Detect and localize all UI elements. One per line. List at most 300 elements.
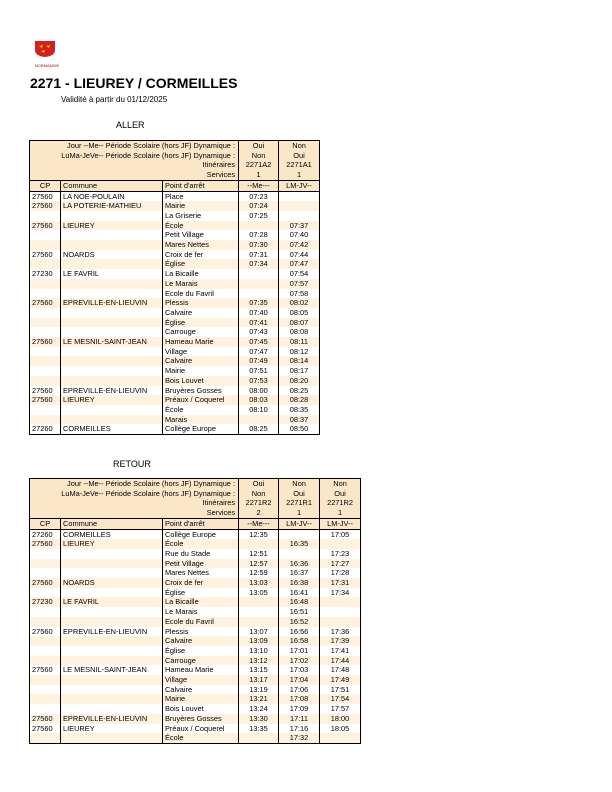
time-cell: 13:09 [239,636,279,646]
table-row [30,415,320,425]
stop-cell: École [163,221,239,231]
column-header: --Me--- [239,180,279,191]
time-cell: 07:58 [279,289,320,299]
header-row-label: Itinéraires [30,160,239,170]
time-cell: 17:03 [279,665,320,675]
time-cell: 17:27 [320,559,361,569]
postal-code-cell: 27560 [30,191,61,201]
stop-cell: Rue du Stade [163,549,239,559]
validity-date: Validité à partir du 01/12/2025 [61,95,168,104]
time-cell: 07:57 [279,279,320,289]
column-header: LM-JV-- [320,518,361,529]
time-cell: 07:23 [239,191,279,201]
column-header: CP [30,180,61,191]
stop-cell: Collège Europe [163,529,239,539]
commune-cell [61,289,163,299]
postal-code-cell [30,318,61,328]
time-cell: 08:37 [279,415,320,425]
stop-cell: Église [163,588,239,598]
table-row [30,221,320,231]
time-cell: 07:43 [239,327,279,337]
time-cell: 16:52 [279,617,320,627]
time-cell: 07:47 [279,259,320,269]
time-cell [320,607,361,617]
time-cell: 17:05 [320,529,361,539]
table-row [30,665,361,675]
stop-cell: Calvaire [163,685,239,695]
time-cell [239,415,279,425]
time-cell: 17:02 [279,656,320,666]
commune-cell: LE FAVRIL [61,597,163,607]
time-cell: 07:28 [239,230,279,240]
stop-cell: Calvaire [163,308,239,318]
commune-cell: EPREVILLE-EN-LIEUVIN [61,386,163,396]
time-cell: 13:07 [239,627,279,637]
stop-cell: Ecole du Favril [163,289,239,299]
stop-cell: Collège Europe [163,424,239,434]
time-cell: 17:39 [320,636,361,646]
time-cell [239,289,279,299]
stop-cell: Marais [163,415,239,425]
time-cell: 08:12 [279,347,320,357]
time-cell: 12:59 [239,568,279,578]
time-cell: 17:36 [320,627,361,637]
table-row [30,259,320,269]
stop-cell: Croix de fer [163,578,239,588]
postal-code-cell: 27230 [30,269,61,279]
table-row [30,318,320,328]
table-row [30,201,320,211]
column-header: Point d'arrêt [163,518,239,529]
time-cell: 08:14 [279,356,320,366]
time-cell: 17:23 [320,549,361,559]
postal-code-cell [30,559,61,569]
table-row [30,578,361,588]
time-cell: 13:03 [239,578,279,588]
stop-cell: Village [163,347,239,357]
time-cell: 08:35 [279,405,320,415]
header-row-value: Oui [320,489,361,499]
table-row [30,211,320,221]
stop-cell: Église [163,646,239,656]
commune-cell [61,240,163,250]
time-cell [279,549,320,559]
time-cell [239,269,279,279]
stop-cell: Plessis [163,627,239,637]
stop-cell: Carrouge [163,327,239,337]
commune-cell [61,318,163,328]
postal-code-cell [30,607,61,617]
time-cell: 13:24 [239,704,279,714]
header-row-value: Oui [239,479,279,489]
commune-cell [61,675,163,685]
stop-cell: Église [163,259,239,269]
header-row-value: 2271A2 [239,160,279,170]
stop-cell: Croix de fer [163,250,239,260]
time-cell: 08:17 [279,366,320,376]
commune-cell: EPREVILLE-EN-LIEUVIN [61,298,163,308]
postal-code-cell [30,259,61,269]
time-cell: 07:37 [279,221,320,231]
header-row-value: Non [279,479,320,489]
time-cell [320,733,361,743]
stop-cell: Bruyères Gosses [163,714,239,724]
stop-cell: Plessis [163,298,239,308]
time-cell: 13:15 [239,665,279,675]
time-cell: 16:36 [279,559,320,569]
postal-code-cell: 27560 [30,539,61,549]
commune-cell: LE MESNIL-SAINT-JEAN [61,665,163,675]
time-cell: 13:35 [239,724,279,734]
table-row [30,529,361,539]
table-row [30,694,361,704]
column-header: LM-JV-- [279,518,320,529]
table-row [30,607,361,617]
table-row [30,191,320,201]
postal-code-cell: 27560 [30,298,61,308]
timetable-header-row [30,151,320,161]
header-row-value: 1 [239,170,279,180]
commune-cell [61,607,163,617]
time-cell: 13:12 [239,656,279,666]
postal-code-cell: 27560 [30,714,61,724]
stop-cell: Ecole du Favril [163,617,239,627]
time-cell: 16:48 [279,597,320,607]
postal-code-cell: 27560 [30,395,61,405]
time-cell: 07:42 [279,240,320,250]
postal-code-cell [30,588,61,598]
table-row [30,636,361,646]
postal-code-cell: 27560 [30,627,61,637]
postal-code-cell: 27560 [30,337,61,347]
table-row [30,289,320,299]
header-row-label: Services [30,508,239,518]
postal-code-cell: 27560 [30,665,61,675]
time-cell: 16:35 [279,539,320,549]
postal-code-cell: 27560 [30,250,61,260]
header-row-label: Itinéraires [30,498,239,508]
table-row [30,675,361,685]
stop-cell: Petit Village [163,230,239,240]
time-cell: 17:41 [320,646,361,656]
postal-code-cell: 27560 [30,201,61,211]
commune-cell [61,356,163,366]
header-row-value: Non [239,489,279,499]
retour-timetable [29,478,361,744]
time-cell [279,211,320,221]
time-cell: 08:02 [279,298,320,308]
table-row [30,568,361,578]
commune-cell [61,549,163,559]
table-row [30,685,361,695]
time-cell: 07:31 [239,250,279,260]
time-cell: 16:58 [279,636,320,646]
postal-code-cell: 27560 [30,221,61,231]
stop-cell: Préaux / Coquerel [163,724,239,734]
stop-cell: Hameau Marie [163,665,239,675]
table-row [30,250,320,260]
time-cell: 08:07 [279,318,320,328]
header-row-value: 1 [320,508,361,518]
timetable-header-row [30,508,361,518]
time-cell: 08:28 [279,395,320,405]
header-row-label: Jour --Me-- Période Scolaire (hors JF) Dynamique : [30,479,239,489]
header-row-value: 2271R2 [239,498,279,508]
table-row [30,597,361,607]
table-row [30,230,320,240]
time-cell: 17:49 [320,675,361,685]
column-header: LM-JV-- [279,180,320,191]
stop-cell: Hameau Marie [163,337,239,347]
table-row [30,240,320,250]
commune-cell: LE FAVRIL [61,269,163,279]
stop-cell: Bruyères Gosses [163,386,239,396]
header-row-value: 1 [279,508,320,518]
time-cell: 08:25 [239,424,279,434]
time-cell [279,529,320,539]
stop-cell: Bois Louvet [163,376,239,386]
commune-cell [61,259,163,269]
time-cell: 17:08 [279,694,320,704]
time-cell: 08:20 [279,376,320,386]
commune-cell: CORMEILLES [61,424,163,434]
stop-cell: Calvaire [163,636,239,646]
header-row-label: Services [30,170,239,180]
time-cell: 13:17 [239,675,279,685]
postal-code-cell: 27560 [30,578,61,588]
postal-code-cell [30,289,61,299]
time-cell: 16:38 [279,578,320,588]
commune-cell: LIEUREY [61,539,163,549]
stop-cell: Le Marais [163,607,239,617]
header-row-value: Non [279,141,320,151]
postal-code-cell: 27560 [30,386,61,396]
time-cell: 18:00 [320,714,361,724]
stop-cell: Bois Louvet [163,704,239,714]
header-row-value: Non [320,479,361,489]
column-header: CP [30,518,61,529]
time-cell: 08:50 [279,424,320,434]
time-cell: 12:57 [239,559,279,569]
header-row-label: Jour --Me-- Période Scolaire (hors JF) Dynamique : [30,141,239,151]
postal-code-cell [30,327,61,337]
table-row [30,424,320,434]
postal-code-cell [30,636,61,646]
commune-cell: LA NOE-POULAIN [61,191,163,201]
timetable-column-header [30,518,361,529]
column-header: Commune [61,518,163,529]
table-row [30,559,361,569]
postal-code-cell [30,617,61,627]
time-cell: 17:06 [279,685,320,695]
commune-cell [61,685,163,695]
table-row [30,366,320,376]
commune-cell: NOARDS [61,578,163,588]
commune-cell [61,376,163,386]
commune-cell: LA POTERIE-MATHIEU [61,201,163,211]
timetable-header-row [30,141,320,151]
commune-cell [61,347,163,357]
commune-cell: NOARDS [61,250,163,260]
postal-code-cell [30,549,61,559]
time-cell: 07:47 [239,347,279,357]
normandy-flag-icon [34,40,56,58]
commune-cell [61,588,163,598]
time-cell: 17:48 [320,665,361,675]
logo-text: NORMANDIE [34,63,60,68]
commune-cell [61,308,163,318]
table-row [30,539,361,549]
time-cell [320,597,361,607]
header-row-label: LuMa-JeVe-- Période Scolaire (hors JF) Dynamique : [30,151,239,161]
commune-cell [61,559,163,569]
time-cell: 07:40 [279,230,320,240]
table-row [30,549,361,559]
commune-cell [61,366,163,376]
table-row [30,733,361,743]
timetable-header-row [30,170,320,180]
commune-cell [61,230,163,240]
commune-cell [61,733,163,743]
timetable-header-row [30,160,320,170]
header-row-value: Oui [279,489,320,499]
commune-cell [61,636,163,646]
table-row [30,656,361,666]
stop-cell: Mairie [163,694,239,704]
header-row-value: 1 [279,170,320,180]
header-row-value: 2271R2 [320,498,361,508]
time-cell: 17:54 [320,694,361,704]
retour-heading: RETOUR [113,459,151,469]
commune-cell: LE MESNIL-SAINT-JEAN [61,337,163,347]
table-row [30,724,361,734]
time-cell: 13:05 [239,588,279,598]
time-cell: 07:54 [279,269,320,279]
commune-cell: LIEUREY [61,395,163,405]
table-row [30,627,361,637]
stop-cell: École [163,539,239,549]
time-cell: 16:41 [279,588,320,598]
commune-cell: CORMEILLES [61,529,163,539]
time-cell [239,221,279,231]
time-cell: 17:57 [320,704,361,714]
postal-code-cell [30,279,61,289]
time-cell: 17:44 [320,656,361,666]
stop-cell: Mairie [163,201,239,211]
table-row [30,269,320,279]
postal-code-cell [30,685,61,695]
time-cell: 17:34 [320,588,361,598]
time-cell: 07:40 [239,308,279,318]
time-cell [279,191,320,201]
postal-code-cell [30,694,61,704]
time-cell: 13:10 [239,646,279,656]
stop-cell: Place [163,191,239,201]
page-title: 2271 - LIEUREY / CORMEILLES [30,75,238,91]
time-cell [320,617,361,627]
commune-cell: LIEUREY [61,724,163,734]
time-cell: 16:51 [279,607,320,617]
timetable-header-row [30,479,361,489]
stop-cell: Le Marais [163,279,239,289]
time-cell: 13:21 [239,694,279,704]
time-cell [320,539,361,549]
table-row [30,376,320,386]
time-cell [239,539,279,549]
postal-code-cell [30,366,61,376]
table-row [30,279,320,289]
time-cell: 08:08 [279,327,320,337]
stop-cell: Mares Nettes [163,568,239,578]
commune-cell [61,617,163,627]
stop-cell: Carrouge [163,656,239,666]
postal-code-cell [30,405,61,415]
table-row [30,588,361,598]
header-row-value: 2271A1 [279,160,320,170]
commune-cell: EPREVILLE-EN-LIEUVIN [61,714,163,724]
stop-cell: Église [163,318,239,328]
commune-cell [61,704,163,714]
stop-cell: Calvaire [163,356,239,366]
stop-cell: Mairie [163,366,239,376]
postal-code-cell [30,347,61,357]
stop-cell: La Griserie [163,211,239,221]
postal-code-cell [30,415,61,425]
time-cell: 07:30 [239,240,279,250]
time-cell: 13:19 [239,685,279,695]
stop-cell: La Bicaille [163,597,239,607]
table-row [30,395,320,405]
time-cell: 12:51 [239,549,279,559]
aller-heading: ALLER [116,120,145,130]
time-cell: 16:56 [279,627,320,637]
time-cell [239,607,279,617]
commune-cell [61,405,163,415]
column-header: --Me--- [239,518,279,529]
postal-code-cell [30,376,61,386]
time-cell [239,733,279,743]
postal-code-cell: 27260 [30,529,61,539]
region-logo [34,40,60,68]
time-cell: 07:53 [239,376,279,386]
header-row-value: 2271R1 [279,498,320,508]
time-cell: 18:05 [320,724,361,734]
stop-cell: Village [163,675,239,685]
timetable-column-header [30,180,320,191]
postal-code-cell: 27230 [30,597,61,607]
column-header: Commune [61,180,163,191]
postal-code-cell [30,656,61,666]
time-cell [239,617,279,627]
aller-timetable [29,140,320,435]
postal-code-cell [30,704,61,714]
time-cell: 07:34 [239,259,279,269]
commune-cell: LIEUREY [61,221,163,231]
column-header: Point d'arrêt [163,180,239,191]
time-cell: 17:04 [279,675,320,685]
table-row [30,405,320,415]
commune-cell: EPREVILLE-EN-LIEUVIN [61,627,163,637]
table-row [30,646,361,656]
time-cell: 17:11 [279,714,320,724]
time-cell: 07:44 [279,250,320,260]
commune-cell [61,646,163,656]
table-row [30,337,320,347]
time-cell [239,279,279,289]
time-cell: 08:03 [239,395,279,405]
table-row [30,298,320,308]
timetable-header-row [30,489,361,499]
